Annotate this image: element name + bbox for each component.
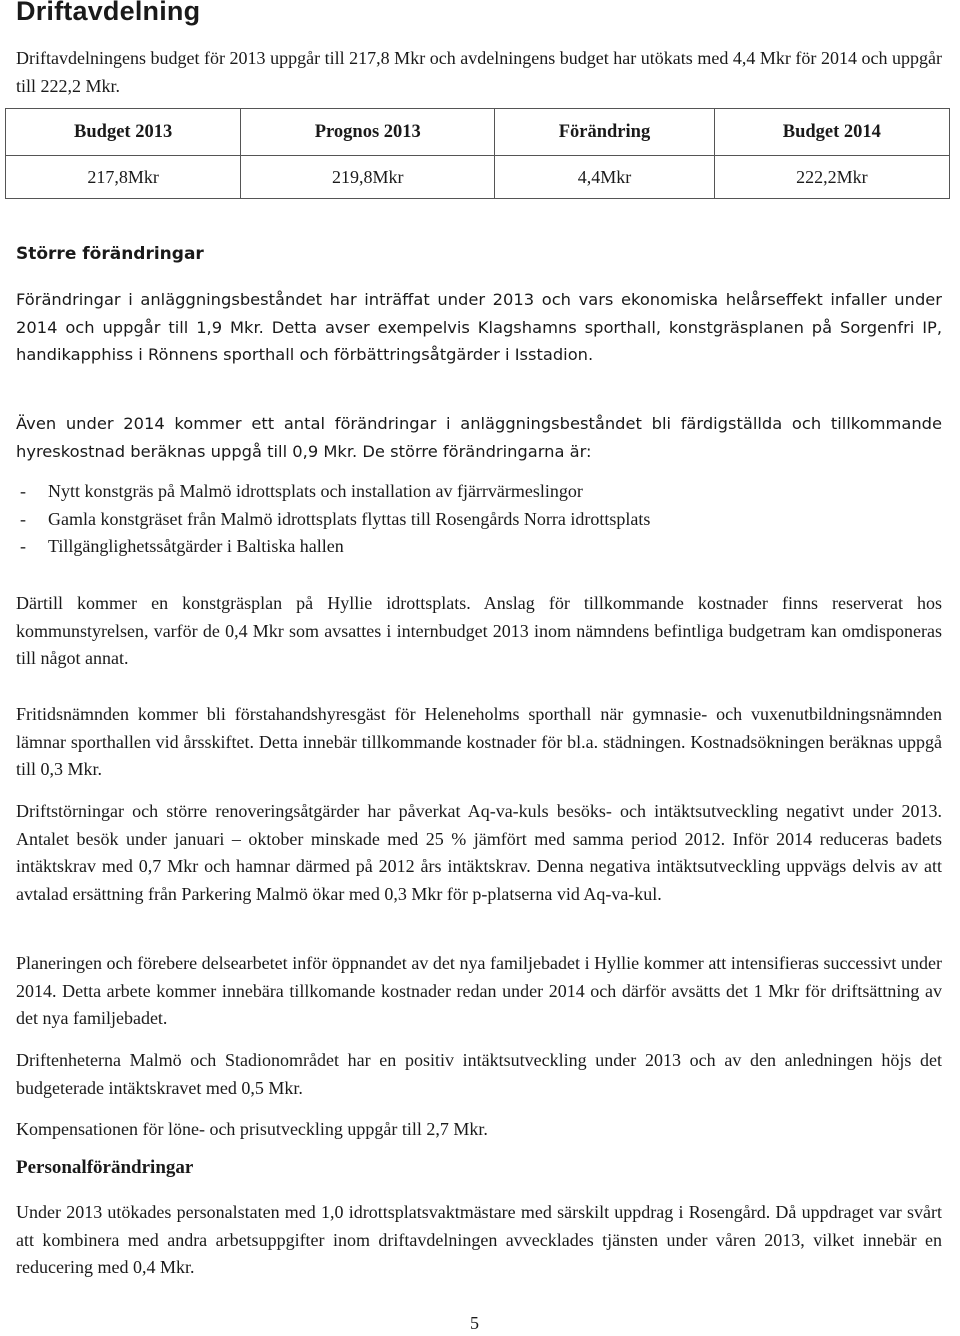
header-budget-2014: Budget 2014	[714, 109, 949, 156]
page-title: Driftavdelning	[16, 0, 201, 26]
changes-paragraph-8: Kompensationen för löne- och prisutveckling uppgår till 2,7 Mkr.	[16, 1119, 488, 1139]
list-marker: -	[20, 481, 26, 501]
list-marker: -	[20, 536, 26, 557]
budget-table	[5, 108, 950, 199]
intro-paragraph: Driftavdelningens budget för 2013 uppgår till 217,8 Mkr och avdelningens budget har utökats med 4,4 Mkr för 2014 och uppgår till 222,2 Mkr.	[16, 48, 942, 96]
changes-p2-cont: De större förändringarna är:	[362, 441, 592, 461]
list-item-text: Nytt konstgräs på Malmö idrottsplats och installation av fjärrvärmeslingor	[48, 481, 583, 501]
changes-paragraph-4: Fritidsnämnden kommer bli förstahandshyresgäst för Heleneholms sporthall när gymnasie- och vuxenutbildningsnämnden lämnar sporthallen vid årsskiftet. Detta innebär tillkommande kostnader för bl.a. städningen. Kostnadsökningen beräknas uppgå till 0,3 Mkr.	[16, 704, 942, 780]
budget-table-value-row	[6, 156, 950, 199]
changes-paragraph-5: Driftstörningar och större renoveringsåtgärder har påverkat Aq-va-kuls besöks- och intäktsutveckling negativt under 2013. Antalet besök under januari – oktober minskade med 25 % jämfört med samma period 2012. Inför 2014 reduceras badets intäktskrav med 0,7 Mkr och hamnar därmed på 2012 års intäktskrav. Denna negativa intäktsutveckling uppvägs delvis av att avtalad ersättning från Parkering Malmö ökar med 0,3 Mkr för p-platserna vid Aq-va-kul.	[16, 801, 942, 904]
list-item-text: Tillgänglighetssåtgärder i Baltiska hallen	[48, 536, 344, 557]
header-prognos-2013: Prognos 2013	[241, 109, 495, 156]
value-prognos-2013: 219,8Mkr	[241, 156, 495, 199]
changes-paragraph-3: Därtill kommer en konstgräsplan på Hyllie idrottsplats. Anslag för tillkommande kostnader finns reserverat hos kommunstyrelsen, varför de 0,4 Mkr som avsattes i internbudget 2013 inom nämndens befintliga budgetram kan omdisponeras till något annat.	[16, 593, 942, 669]
value-forandring: 4,4Mkr	[495, 156, 714, 199]
changes-paragraph-2	[16, 410, 942, 465]
value-budget-2014: 222,2Mkr	[714, 156, 949, 199]
changes-paragraph-1	[16, 286, 942, 369]
changes-list	[20, 478, 948, 561]
section-heading-changes: Större förändringar	[16, 244, 204, 264]
budget-table-header-row	[6, 109, 950, 156]
staff-paragraph-1: Under 2013 utökades personalstaten med 1,0 idrottsplatsvaktmästare med särskilt uppdrag i Rosengård. Då uppdraget var svårt att kombinera med andra arbetsuppgifter inom driftavdelningen avvecklades tjänsten under våren 2013, vilket innebär en reducering med 0,4 Mkr.	[16, 1202, 942, 1278]
list-item	[20, 478, 948, 506]
header-forandring: Förändring	[495, 109, 714, 156]
list-item-text: Gamla konstgräset från Malmö idrottsplats flyttas till Rosengårds Norra idrottsplats	[48, 508, 651, 529]
changes-p1-text: Förändringar i anläggningsbeståndet har inträffat under 2013 och vars ekonomiska helårseffekt infaller under 2014 och uppgår till 1,9 Mkr.	[16, 290, 942, 337]
changes-p1-cont: Detta avser exempelvis Klagshamns sporthall, konstgräsplanen på Sorgenfri IP, handikapphiss i Rönnens sporthall och förbättringsåtgärder i Isstadion.	[16, 317, 942, 365]
header-budget-2013: Budget 2013	[6, 109, 241, 156]
list-marker: -	[20, 508, 26, 529]
changes-p2-text: Även under 2014 kommer ett antal förändringar i anläggningsbeståndet bli färdigställda och tillkommande hyreskostnad beräknas uppgå till 0,9 Mkr.	[16, 414, 942, 461]
list-item	[20, 533, 948, 561]
page-number: 5	[470, 1313, 479, 1333]
value-budget-2013: 217,8Mkr	[6, 156, 241, 199]
changes-paragraph-7: Driftenheterna Malmö och Stadionområdet har en positiv intäktsutveckling under 2013 och av den anledningen höjs det budgeterade intäktskravet med 0,5 Mkr.	[16, 1050, 942, 1098]
changes-paragraph-6: Planeringen och förebere delsearbetet inför öppnandet av det nya familjebadet i Hyllie kommer att intensifieras successivt under 2014. Detta arbete kommer innebära tillkomande kostnader redan under 2014 och därför avsätts det 1 Mkr för driftsättning av det nya familjebadet.	[16, 953, 942, 1029]
section-heading-staff: Personalförändringar	[16, 1157, 194, 1178]
list-item	[20, 506, 948, 534]
